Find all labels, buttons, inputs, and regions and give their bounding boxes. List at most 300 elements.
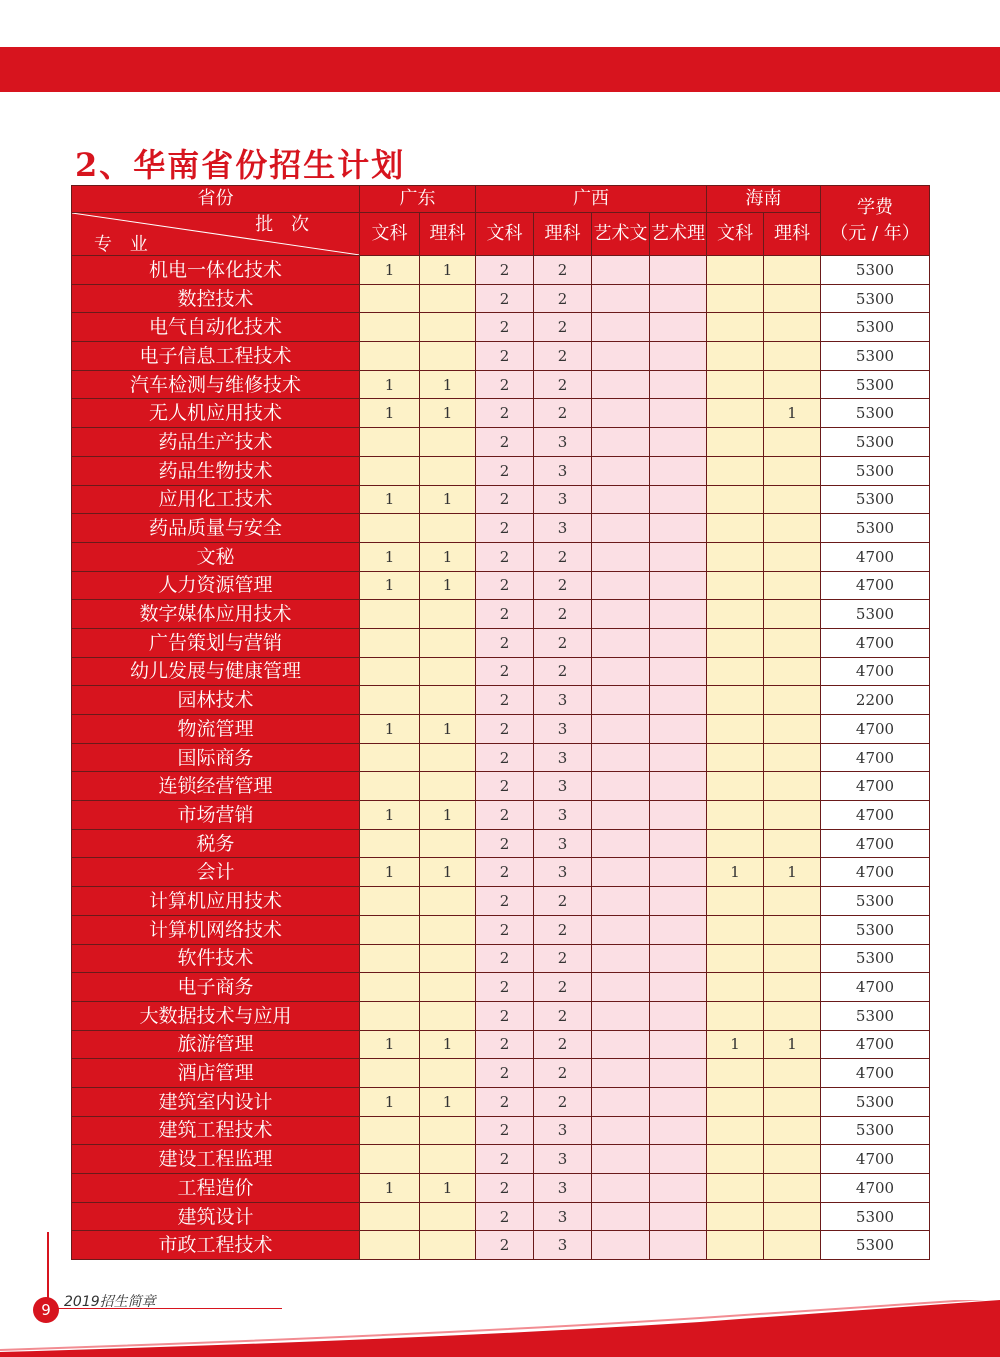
tuition-fee: 4700 — [821, 772, 930, 801]
quota-cell — [650, 743, 707, 772]
quota-cell: 2 — [476, 628, 534, 657]
table-row — [72, 428, 930, 457]
quota-cell — [420, 743, 476, 772]
quota-cell: 2 — [534, 1087, 592, 1116]
tuition-fee: 4700 — [821, 1059, 930, 1088]
quota-cell — [650, 542, 707, 571]
quota-cell: 2 — [476, 1174, 534, 1203]
quota-cell — [650, 313, 707, 342]
major-name: 会计 — [72, 858, 360, 887]
major-name: 机电一体化技术 — [72, 256, 360, 285]
quota-cell — [764, 743, 821, 772]
quota-cell: 2 — [534, 284, 592, 313]
quota-cell — [592, 1145, 650, 1174]
quota-cell — [764, 284, 821, 313]
table-row — [72, 944, 930, 973]
quota-cell: 2 — [534, 657, 592, 686]
table-row — [72, 456, 930, 485]
table-row — [72, 628, 930, 657]
quota-cell — [650, 571, 707, 600]
quota-cell — [592, 887, 650, 916]
quota-cell: 1 — [420, 1087, 476, 1116]
tuition-fee: 4700 — [821, 743, 930, 772]
quota-cell — [592, 715, 650, 744]
table-row — [72, 829, 930, 858]
quota-cell — [420, 1145, 476, 1174]
major-name: 数控技术 — [72, 284, 360, 313]
quota-cell: 2 — [534, 600, 592, 629]
tuition-fee: 5300 — [821, 313, 930, 342]
quota-cell: 2 — [534, 628, 592, 657]
table-row — [72, 1059, 930, 1088]
quota-cell: 2 — [476, 887, 534, 916]
quota-cell — [764, 1174, 821, 1203]
quota-cell — [707, 256, 764, 285]
quota-cell — [707, 456, 764, 485]
quota-cell: 2 — [476, 801, 534, 830]
quota-cell: 2 — [476, 1145, 534, 1174]
table-row — [72, 887, 930, 916]
quota-cell — [592, 1087, 650, 1116]
quota-cell — [650, 973, 707, 1002]
table-row — [72, 1174, 930, 1203]
quota-cell — [360, 1059, 420, 1088]
tuition-fee: 5300 — [821, 456, 930, 485]
quota-cell — [420, 944, 476, 973]
quota-cell: 3 — [534, 1231, 592, 1260]
quota-cell — [707, 313, 764, 342]
quota-cell — [360, 600, 420, 629]
quota-cell — [764, 313, 821, 342]
quota-cell — [420, 600, 476, 629]
quota-cell — [592, 801, 650, 830]
quota-cell — [707, 772, 764, 801]
quota-cell — [420, 1231, 476, 1260]
quota-cell: 2 — [476, 542, 534, 571]
quota-cell: 2 — [476, 428, 534, 457]
quota-cell — [764, 1087, 821, 1116]
quota-cell: 2 — [476, 1116, 534, 1145]
quota-cell — [360, 284, 420, 313]
quota-cell: 2 — [476, 571, 534, 600]
tuition-fee: 4700 — [821, 801, 930, 830]
quota-cell — [592, 1202, 650, 1231]
batch-label: 批 次 — [255, 214, 315, 235]
quota-cell — [650, 456, 707, 485]
quota-cell — [707, 801, 764, 830]
quota-cell — [420, 1059, 476, 1088]
table-row — [72, 858, 930, 887]
major-name: 幼儿发展与健康管理 — [72, 657, 360, 686]
quota-cell — [707, 973, 764, 1002]
quota-cell: 2 — [476, 715, 534, 744]
quota-cell: 1 — [360, 571, 420, 600]
quota-cell: 2 — [534, 973, 592, 1002]
quota-cell — [360, 1231, 420, 1260]
quota-cell — [592, 829, 650, 858]
quota-cell — [592, 1231, 650, 1260]
major-name: 建筑设计 — [72, 1202, 360, 1231]
major-name: 应用化工技术 — [72, 485, 360, 514]
quota-cell — [650, 600, 707, 629]
major-name: 汽车检测与维修技术 — [72, 370, 360, 399]
quota-cell — [707, 428, 764, 457]
subject-header: 文科 — [707, 213, 764, 256]
quota-cell — [420, 284, 476, 313]
quota-cell — [650, 1001, 707, 1030]
quota-cell: 1 — [420, 542, 476, 571]
quota-cell: 3 — [534, 1202, 592, 1231]
quota-cell: 2 — [476, 944, 534, 973]
major-name: 电气自动化技术 — [72, 313, 360, 342]
quota-cell — [764, 342, 821, 371]
quota-cell: 1 — [420, 1030, 476, 1059]
quota-cell — [592, 514, 650, 543]
table-row — [72, 801, 930, 830]
enrollment-plan-table — [71, 185, 930, 1260]
quota-cell — [650, 772, 707, 801]
quota-cell — [764, 600, 821, 629]
table-row — [72, 284, 930, 313]
quota-cell — [420, 456, 476, 485]
major-name: 旅游管理 — [72, 1030, 360, 1059]
tuition-fee: 2200 — [821, 686, 930, 715]
tuition-fee: 5300 — [821, 428, 930, 457]
major-name: 建筑室内设计 — [72, 1087, 360, 1116]
quota-cell — [360, 1116, 420, 1145]
table-row — [72, 542, 930, 571]
quota-cell: 1 — [360, 370, 420, 399]
quota-cell — [420, 628, 476, 657]
quota-cell — [650, 370, 707, 399]
quota-cell: 2 — [476, 284, 534, 313]
quota-cell — [650, 715, 707, 744]
quota-cell — [650, 256, 707, 285]
quota-cell — [420, 1116, 476, 1145]
quota-cell — [707, 887, 764, 916]
quota-cell — [707, 1202, 764, 1231]
major-name: 药品质量与安全 — [72, 514, 360, 543]
quota-cell — [360, 829, 420, 858]
quota-cell — [707, 686, 764, 715]
fee-label: 学费 — [857, 196, 893, 218]
table-row — [72, 1145, 930, 1174]
table-row — [72, 370, 930, 399]
quota-cell — [592, 858, 650, 887]
tuition-fee: 4700 — [821, 973, 930, 1002]
quota-cell — [592, 600, 650, 629]
quota-cell — [650, 284, 707, 313]
quota-cell — [592, 915, 650, 944]
major-name: 酒店管理 — [72, 1059, 360, 1088]
major-name: 工程造价 — [72, 1174, 360, 1203]
tuition-fee: 5300 — [821, 1001, 930, 1030]
quota-cell — [650, 915, 707, 944]
quota-cell — [764, 628, 821, 657]
province-guangxi: 广西 — [476, 186, 707, 213]
quota-cell — [650, 428, 707, 457]
quota-cell — [360, 1202, 420, 1231]
tuition-fee: 4700 — [821, 1030, 930, 1059]
quota-cell — [650, 829, 707, 858]
quota-cell: 2 — [476, 456, 534, 485]
quota-cell — [650, 801, 707, 830]
quota-cell: 2 — [534, 571, 592, 600]
quota-cell: 2 — [476, 1231, 534, 1260]
tuition-fee: 4700 — [821, 858, 930, 887]
quota-cell: 3 — [534, 715, 592, 744]
quota-cell — [420, 887, 476, 916]
major-name: 文秘 — [72, 542, 360, 571]
tuition-fee: 4700 — [821, 829, 930, 858]
tuition-fee: 5300 — [821, 256, 930, 285]
quota-cell: 2 — [476, 1001, 534, 1030]
quota-cell: 2 — [534, 370, 592, 399]
quota-cell — [650, 342, 707, 371]
quota-cell — [764, 1116, 821, 1145]
quota-cell — [650, 1030, 707, 1059]
quota-cell: 2 — [534, 313, 592, 342]
quota-cell: 3 — [534, 1116, 592, 1145]
quota-cell: 2 — [534, 887, 592, 916]
quota-cell — [707, 342, 764, 371]
quota-cell: 1 — [360, 801, 420, 830]
quota-cell: 1 — [360, 715, 420, 744]
quota-cell: 1 — [420, 485, 476, 514]
quota-cell — [592, 313, 650, 342]
tuition-fee: 4700 — [821, 542, 930, 571]
quota-cell — [707, 571, 764, 600]
quota-cell — [592, 973, 650, 1002]
quota-cell — [650, 514, 707, 543]
quota-cell — [420, 428, 476, 457]
quota-cell — [707, 657, 764, 686]
quota-cell — [707, 1059, 764, 1088]
quota-cell — [420, 915, 476, 944]
major-name: 药品生物技术 — [72, 456, 360, 485]
quota-cell — [420, 772, 476, 801]
quota-cell — [707, 514, 764, 543]
quota-cell — [650, 1202, 707, 1231]
major-name: 建筑工程技术 — [72, 1116, 360, 1145]
quota-cell: 2 — [476, 256, 534, 285]
tuition-fee: 5300 — [821, 600, 930, 629]
quota-cell — [707, 399, 764, 428]
quota-cell — [707, 370, 764, 399]
quota-cell — [360, 915, 420, 944]
quota-cell: 1 — [360, 1087, 420, 1116]
table-row — [72, 485, 930, 514]
tuition-fee: 5300 — [821, 1087, 930, 1116]
table-row — [72, 571, 930, 600]
table-row — [72, 743, 930, 772]
quota-cell — [707, 944, 764, 973]
subject-header: 理科 — [764, 213, 821, 256]
quota-cell: 2 — [534, 1059, 592, 1088]
table-row — [72, 514, 930, 543]
quota-cell — [764, 1145, 821, 1174]
quota-cell: 3 — [534, 428, 592, 457]
quota-cell: 2 — [476, 342, 534, 371]
tuition-fee: 5300 — [821, 342, 930, 371]
major-name: 人力资源管理 — [72, 571, 360, 600]
tuition-fee: 5300 — [821, 915, 930, 944]
quota-cell — [764, 428, 821, 457]
quota-cell: 1 — [764, 399, 821, 428]
quota-cell: 3 — [534, 1145, 592, 1174]
quota-cell: 1 — [420, 715, 476, 744]
quota-cell — [360, 686, 420, 715]
quota-cell: 2 — [476, 1059, 534, 1088]
table-row — [72, 256, 930, 285]
table-row — [72, 313, 930, 342]
quota-cell — [707, 485, 764, 514]
quota-cell — [592, 944, 650, 973]
subject-header: 理科 — [420, 213, 476, 256]
subject-header: 理科 — [534, 213, 592, 256]
quota-cell — [707, 1116, 764, 1145]
quota-cell: 2 — [476, 915, 534, 944]
quota-cell: 1 — [360, 256, 420, 285]
quota-cell: 3 — [534, 829, 592, 858]
quota-cell: 2 — [534, 944, 592, 973]
quota-cell: 1 — [360, 485, 420, 514]
quota-cell: 2 — [476, 1087, 534, 1116]
quota-cell: 1 — [764, 858, 821, 887]
quota-cell — [360, 514, 420, 543]
quota-cell — [592, 399, 650, 428]
quota-cell — [420, 686, 476, 715]
quota-cell — [650, 1116, 707, 1145]
quota-cell — [592, 743, 650, 772]
quota-cell — [420, 313, 476, 342]
quota-cell: 3 — [534, 485, 592, 514]
subject-header: 艺术理 — [650, 213, 707, 256]
table-row — [72, 715, 930, 744]
table-row — [72, 772, 930, 801]
quota-cell — [764, 772, 821, 801]
quota-cell — [650, 1231, 707, 1260]
quota-cell — [650, 628, 707, 657]
quota-cell — [707, 1001, 764, 1030]
quota-cell: 1 — [420, 1174, 476, 1203]
table-row — [72, 399, 930, 428]
quota-cell — [360, 973, 420, 1002]
quota-cell — [592, 1059, 650, 1088]
quota-cell — [592, 571, 650, 600]
quota-cell — [420, 657, 476, 686]
quota-cell: 1 — [707, 858, 764, 887]
quota-cell — [592, 284, 650, 313]
quota-cell: 2 — [534, 1030, 592, 1059]
quota-cell — [420, 973, 476, 1002]
quota-cell — [650, 657, 707, 686]
quota-cell — [360, 342, 420, 371]
quota-cell — [592, 686, 650, 715]
quota-cell: 2 — [534, 342, 592, 371]
table-row — [72, 342, 930, 371]
tuition-fee: 5300 — [821, 399, 930, 428]
footer-brochure-title: 2019招生简章 — [64, 1294, 156, 1310]
major-name: 电子信息工程技术 — [72, 342, 360, 371]
quota-cell — [764, 973, 821, 1002]
province-header: 省份 — [72, 186, 360, 213]
quota-cell: 1 — [360, 1030, 420, 1059]
quota-cell: 1 — [420, 370, 476, 399]
quota-cell — [650, 944, 707, 973]
major-name: 广告策划与营销 — [72, 628, 360, 657]
quota-cell — [707, 542, 764, 571]
table-row — [72, 1087, 930, 1116]
quota-cell — [764, 944, 821, 973]
quota-cell — [707, 600, 764, 629]
quota-cell: 2 — [476, 686, 534, 715]
table-row — [72, 1116, 930, 1145]
quota-cell: 3 — [534, 686, 592, 715]
quota-cell — [650, 858, 707, 887]
quota-cell: 1 — [360, 542, 420, 571]
quota-cell — [764, 456, 821, 485]
quota-cell — [650, 1145, 707, 1174]
quota-cell — [420, 514, 476, 543]
quota-cell — [707, 1145, 764, 1174]
major-name: 园林技术 — [72, 686, 360, 715]
quota-cell — [764, 1231, 821, 1260]
quota-cell — [707, 915, 764, 944]
quota-cell: 2 — [476, 370, 534, 399]
fee-unit: （元 / 年） — [830, 222, 920, 244]
quota-cell: 2 — [476, 772, 534, 801]
quota-cell: 2 — [534, 256, 592, 285]
quota-cell: 2 — [476, 657, 534, 686]
quota-cell: 2 — [476, 829, 534, 858]
table-row — [72, 600, 930, 629]
subject-header: 文科 — [360, 213, 420, 256]
quota-cell — [360, 743, 420, 772]
quota-cell — [707, 715, 764, 744]
quota-cell: 1 — [420, 256, 476, 285]
quota-cell — [592, 1174, 650, 1203]
quota-cell — [764, 915, 821, 944]
quota-cell — [360, 887, 420, 916]
quota-cell: 1 — [360, 858, 420, 887]
major-name: 市场营销 — [72, 801, 360, 830]
quota-cell: 1 — [360, 1174, 420, 1203]
quota-cell — [764, 485, 821, 514]
major-name: 市政工程技术 — [72, 1231, 360, 1260]
batch-major-corner — [72, 213, 360, 256]
quota-cell: 1 — [420, 801, 476, 830]
major-name: 药品生产技术 — [72, 428, 360, 457]
subject-header: 文科 — [476, 213, 534, 256]
tuition-fee: 5300 — [821, 514, 930, 543]
quota-cell — [707, 628, 764, 657]
table-row — [72, 1231, 930, 1260]
tuition-fee: 5300 — [821, 485, 930, 514]
quota-cell — [592, 370, 650, 399]
bottom-red-wave — [0, 1300, 1000, 1357]
quota-cell — [650, 887, 707, 916]
quota-cell: 2 — [476, 399, 534, 428]
quota-cell — [650, 1059, 707, 1088]
top-red-band — [0, 47, 1000, 92]
tuition-fee: 4700 — [821, 715, 930, 744]
major-name: 计算机应用技术 — [72, 887, 360, 916]
section-title: 2、华南省份招生计划 — [75, 146, 406, 184]
table-row — [72, 915, 930, 944]
quota-cell — [764, 256, 821, 285]
quota-cell — [707, 1174, 764, 1203]
